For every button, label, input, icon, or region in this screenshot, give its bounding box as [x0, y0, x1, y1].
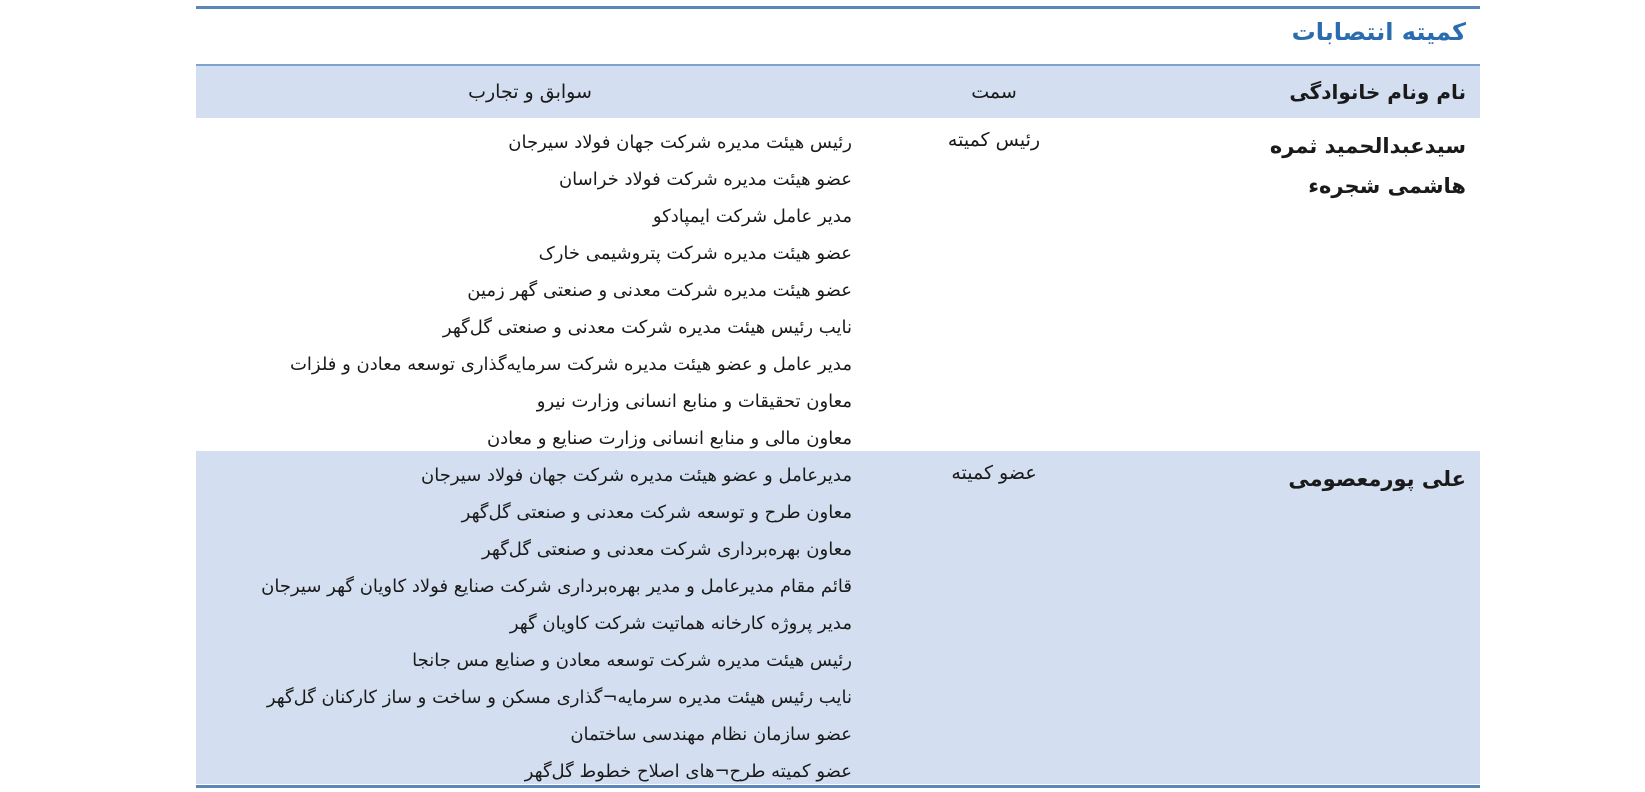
- experience-item: معاون طرح و توسعه شرکت معدنی و صنعتی گل‌گهر: [461, 502, 852, 523]
- experience-item: نایب رئیس هیئت مدیره سرمایه¬گذاری مسکن و ساخت و ساز کارکنان گل‌گهر: [266, 687, 852, 708]
- experience-item: مدیر عامل و عضو هیئت مدیره شرکت سرمایه‌گذاری توسعه معادن و فلزات: [289, 354, 852, 375]
- bottom-rule: [196, 785, 1480, 788]
- header-role: سمت: [971, 81, 1017, 103]
- experience-item: معاون مالی و منابع انسانی وزارت صنایع و معادن: [486, 428, 852, 449]
- experience-item: مدیرعامل و عضو هیئت مدیره شرکت جهان فولاد سیرجان: [421, 465, 852, 486]
- experience-item: عضو کمیته طرح¬های اصلاح خطوط گل‌گهر: [524, 761, 852, 782]
- header-experience: سوابق و تجارب: [468, 81, 592, 103]
- member-role: عضو کمیته: [951, 462, 1037, 484]
- table-row: [196, 451, 1480, 784]
- experience-item: معاون بهره‌برداری شرکت معدنی و صنعتی گل‌گهر: [481, 539, 852, 560]
- member-name: سیدعبدالحمید ثمره هاشمی شجرهء: [1269, 134, 1466, 198]
- top-rule: [196, 6, 1480, 9]
- member-name: علی پورمعصومی: [1288, 467, 1466, 491]
- committee-table: [196, 64, 1480, 784]
- experience-item: رئیس هیئت مدیره شرکت جهان فولاد سیرجان: [508, 132, 852, 153]
- experience-item: مدیر عامل شرکت ایمپادکو: [652, 206, 852, 227]
- member-role: رئیس کمیته: [947, 129, 1041, 151]
- experience-item: مدیر پروژه کارخانه هماتیت شرکت کاویان گهر: [509, 613, 852, 634]
- experience-item: عضو هیئت مدیره شرکت معدنی و صنعتی گهر زمین: [467, 280, 852, 301]
- experience-item: قائم مقام مدیرعامل و مدیر بهره‌برداری شرکت صنایع فولاد کاویان گهر سیرجان: [261, 576, 852, 597]
- experience-item: عضو سازمان نظام مهندسی ساختمان: [570, 724, 852, 745]
- section-title: کمیته انتصابات: [1291, 18, 1466, 46]
- experience-list: [202, 118, 852, 457]
- experience-item: رئیس هیئت مدیره شرکت توسعه معادن و صنایع مس جانجا: [412, 650, 852, 671]
- header-name: نام ونام خانوادگی: [1289, 80, 1466, 104]
- experience-item: معاون تحقیقات و منابع انسانی وزارت نیرو: [536, 391, 852, 412]
- document-page: [196, 0, 1480, 792]
- table-row: [196, 118, 1480, 451]
- experience-item: عضو هیئت مدیره شرکت پتروشیمی خارک: [538, 243, 852, 264]
- experience-item: عضو هیئت مدیره شرکت فولاد خراسان: [558, 169, 852, 190]
- table-header-row: [196, 64, 1480, 118]
- experience-list: [202, 451, 852, 790]
- experience-item: نایب رئیس هیئت مدیره شرکت معدنی و صنعتی گل‌گهر: [442, 317, 852, 338]
